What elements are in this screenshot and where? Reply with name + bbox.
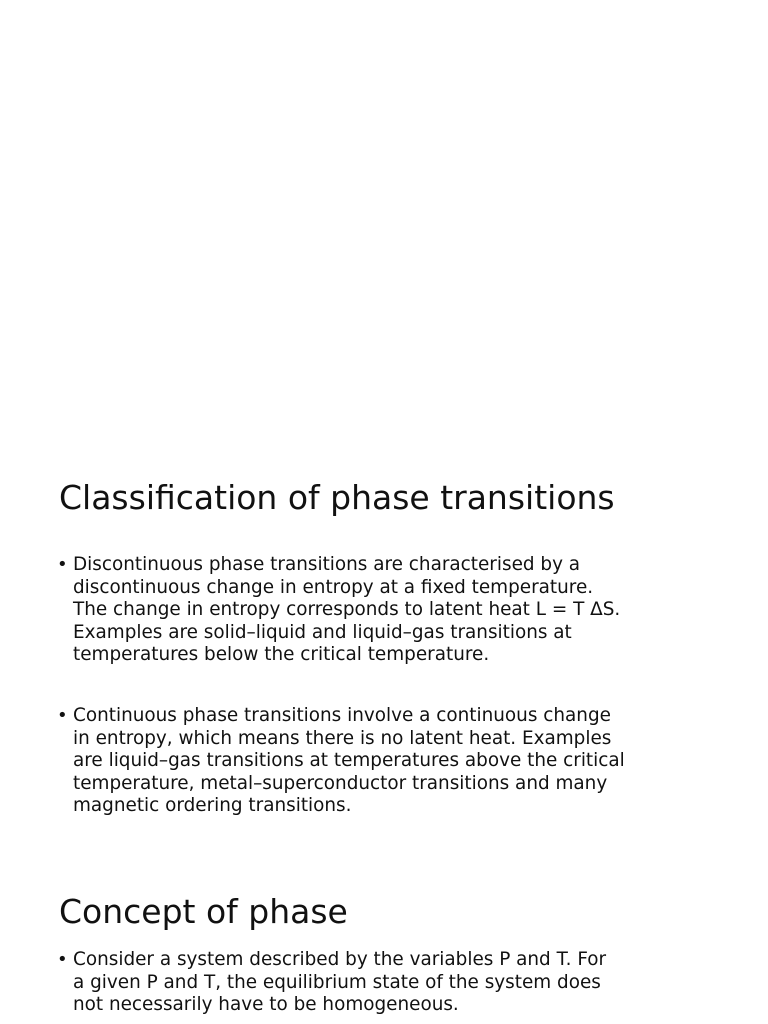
bullet-text: Continuous phase transitions involve a continuous change in entropy, which means there is no latent heat. Examples are liquid–gas transitions at temperatures above the critical temperature, metal–superconductor transitions and many magnetic ordering transitions. [73,705,625,817]
bullet-marker: • [57,705,68,726]
bullet-text: Consider a system described by the variables P and T. For a given P and T, the equilibrium state of the system does not necessarily have to be homogeneous. [73,949,607,1016]
bullet-marker: • [57,949,68,970]
section-heading-concept-of-phase: Concept of phase [59,892,348,931]
bullet-text: Discontinuous phase transitions are characterised by a discontinuous change in entropy at a fixed temperature. The change in entropy corresponds to latent heat L = T ΔS. Examples are solid–liquid and liquid–gas transitions at temperatures below the critical temperature. [73,554,621,666]
section-heading-classification: Classification of phase transitions [59,478,615,517]
bullet-marker: • [57,554,68,575]
